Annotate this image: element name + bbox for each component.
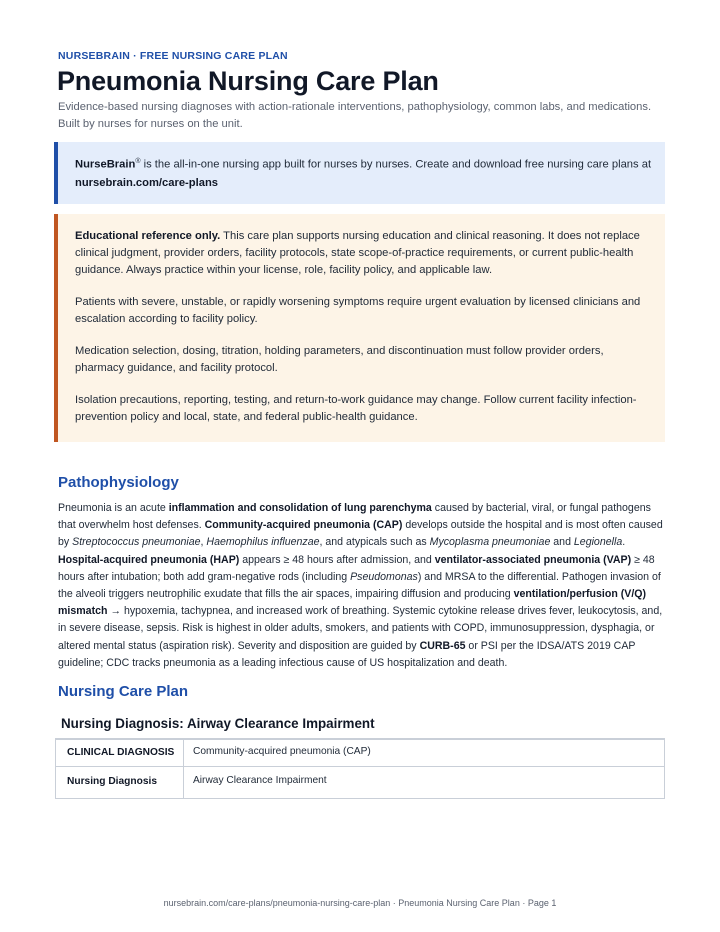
care-plan-heading: Nursing Care Plan	[58, 683, 189, 700]
promo-callout	[54, 142, 665, 204]
eyebrow: NURSEBRAIN · FREE NURSING CARE PLAN	[58, 50, 288, 62]
disclaimer-paragraph-2: Patients with severe, unstable, or rapidly worsening symptoms require urgent evaluation by licensed clinicians and escalation according to facility policy.	[75, 296, 641, 325]
page-subtitle: Evidence-based nursing diagnoses with action-rationale interventions, pathophysiology, common labs, and medications. Built by nurses for nurses on the unit.	[58, 101, 652, 130]
row-label: CLINICAL DIAGNOSIS	[56, 739, 184, 767]
diagnosis-heading: Nursing Diagnosis: Airway Clearance Impairment	[61, 716, 375, 731]
disclaimer-callout	[54, 214, 665, 442]
pathophysiology-text: Pneumonia is an acute inflammation and consolidation of lung parenchyma caused by bacterial, viral, or fungal pathogens that overwhelm host defenses. Community-acquired pneumonia (CAP) develops outside the hospital and is most often caused by Streptococcus pneumoniae, Haemophilus influenzae, and atypicals such as Mycoplasma pneumoniae and Legionella. Hospital-acquired pneumonia (HAP) appears ≥ 48 hours after admission, and ventilator-associated pneumonia (VAP) ≥ 48 hours after intubation; both add gram-negative rods (including Pseudomonas) and MRSA to the differential. Pathogen invasion of the alveoli triggers neutrophilic exudate that fills the air spaces, impairing diffusion and producing ventilation/perfusion (V/Q) mismatch → hypoxemia, tachypnea, and increased work of breathing. Systemic cytokine release drives fever, leukocytosis, and, in severe disease, sepsis. Risk is highest in older adults, smokers, and patients with COPD, immunosuppression, dysphagia, or altered mental status (aspiration risk). Severity and disposition are guided by CURB-65 or PSI per the IDSA/ATS 2019 CAP guideline; CDC tracks pneumonia as a leading infectious cause of US hospitalization and death.	[58, 502, 663, 669]
table-row	[56, 739, 665, 767]
page-title: Pneumonia Nursing Care Plan	[57, 66, 439, 96]
disclaimer-paragraph-3: Medication selection, dosing, titration, holding parameters, and discontinuation must follow provider orders, pharmacy guidance, and facility protocol.	[75, 345, 604, 374]
registered-mark: ®	[135, 158, 141, 165]
row-label: Nursing Diagnosis	[56, 767, 184, 799]
brand-name: NurseBrain	[75, 158, 136, 171]
table-row	[56, 767, 665, 799]
row-value: Community-acquired pneumonia (CAP)	[184, 739, 665, 767]
promo-text: is the all-in-one nursing app built for nurses by nurses. Create and download free nursing care plans at	[140, 158, 652, 171]
disclaimer-paragraph-1: Educational reference only. This care plan supports nursing education and clinical reasoning. It does not replace clinical judgment, provider orders, facility protocols, state scope-of-practice requirements, or current public-health guidance. Always practice within your license, role, facility policy, and applicable law.	[75, 230, 640, 276]
promo-link[interactable]: nursebrain.com/care-plans	[75, 176, 219, 189]
page-footer: nursebrain.com/care-plans/pneumonia-nursing-care-plan · Pneumonia Nursing Care Plan · Page 1	[163, 898, 557, 908]
disclaimer-lead: Educational reference only.	[75, 230, 221, 242]
row-value: Airway Clearance Impairment	[184, 767, 665, 799]
disclaimer-paragraph-4: Isolation precautions, reporting, testing, and return-to-work guidance may change. Follow current facility infection-prevention policy and local, state, and federal public-health guidance.	[75, 394, 637, 423]
pathophysiology-heading: Pathophysiology	[58, 474, 179, 491]
care-plan-table	[55, 738, 665, 799]
